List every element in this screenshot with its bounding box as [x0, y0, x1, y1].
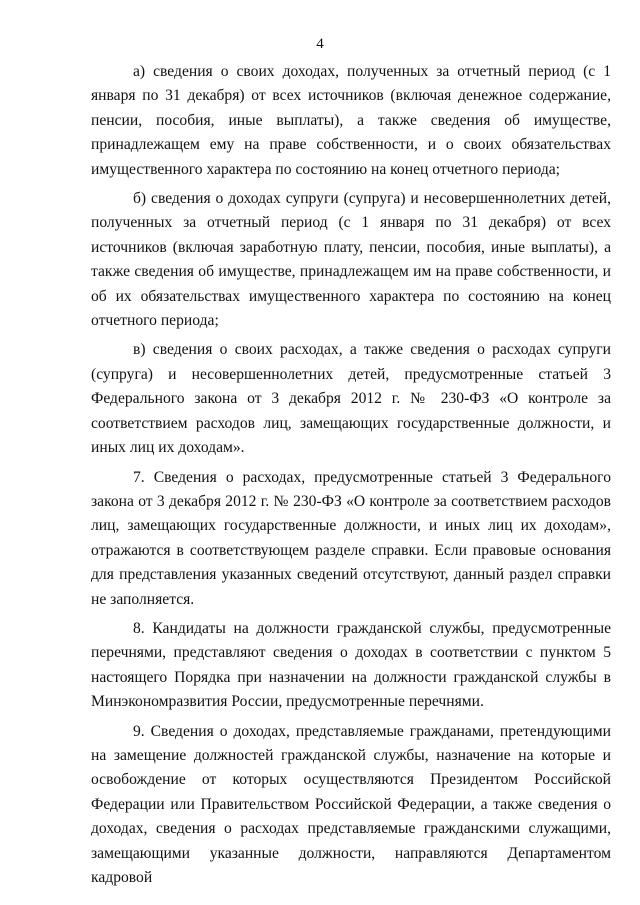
- paragraph-b-family-income: б) сведения о доходах супруги (супруга) и несовершеннолетних детей, полученных за отчетный период (с 1 января по 31 декабря) от всех источников (включая заработную плату, пенсии, пособия, иные выплаты), а также сведения об имуществе, принадлежащем им на праве собственности, и об их обязательствах имущественного характера по состоянию на конец отчетного периода;: [91, 190, 611, 330]
- paragraph-7-expenses-info: 7. Сведения о расходах, предусмотренные статьей 3 Федерального закона от 3 декабря 2012 г. № 230-ФЗ «О контроле за соответствием расходов лиц, замещающих государственные должности, и иных лиц их доходам», отражаются в соответствующем разделе справки. Если правовые основания для представления указанных сведений отсутствуют, данный раздел справки не заполняется.: [91, 468, 611, 608]
- page-number: 4: [316, 36, 324, 52]
- paragraph-a-own-income: а) сведения о своих доходах, полученных за отчетный период (с 1 января по 31 декабря) от всех источников (включая денежное содержание, пенсии, пособия, иные выплаты), а также сведения об имуществе, принадлежащем ему на праве собственности, и о своих обязательствах имущественного характера по состоянию на конец отчетного периода;: [91, 63, 611, 178]
- paragraph-c-expenses: в) сведения о своих расходах, а также сведения о расходах супруги (супруга) и несовершеннолетних детей, предусмотренные статьей 3 Федерального закона от 3 декабря 2012 г. № 230-ФЗ «О контроле за соответствием расходов лиц, замещающих государственные должности, и иных лиц их доходам».: [91, 341, 611, 457]
- document-body: [91, 60, 611, 893]
- paragraph-8-candidates: 8. Кандидаты на должности гражданской службы, предусмотренные перечнями, представляют сведения о доходах в соответствии с пунктом 5 настоящего Порядка при назначении на должности гражданской службы в Минэкономразвития России, предусмотренные перечнями.: [91, 619, 611, 711]
- paragraph-9-submission: 9. Сведения о доходах, представляемые гражданами, претендующими на замещение должностей гражданской службы, назначение на которые и освобождение от которых осуществляются Президентом Российской Федерации или Правительством Российской Федерации, а также сведения о доходах, сведения о расходах представляемые гражданскими служащими, замещающими указанные должности, направляются Департаментом кадровой: [91, 722, 611, 886]
